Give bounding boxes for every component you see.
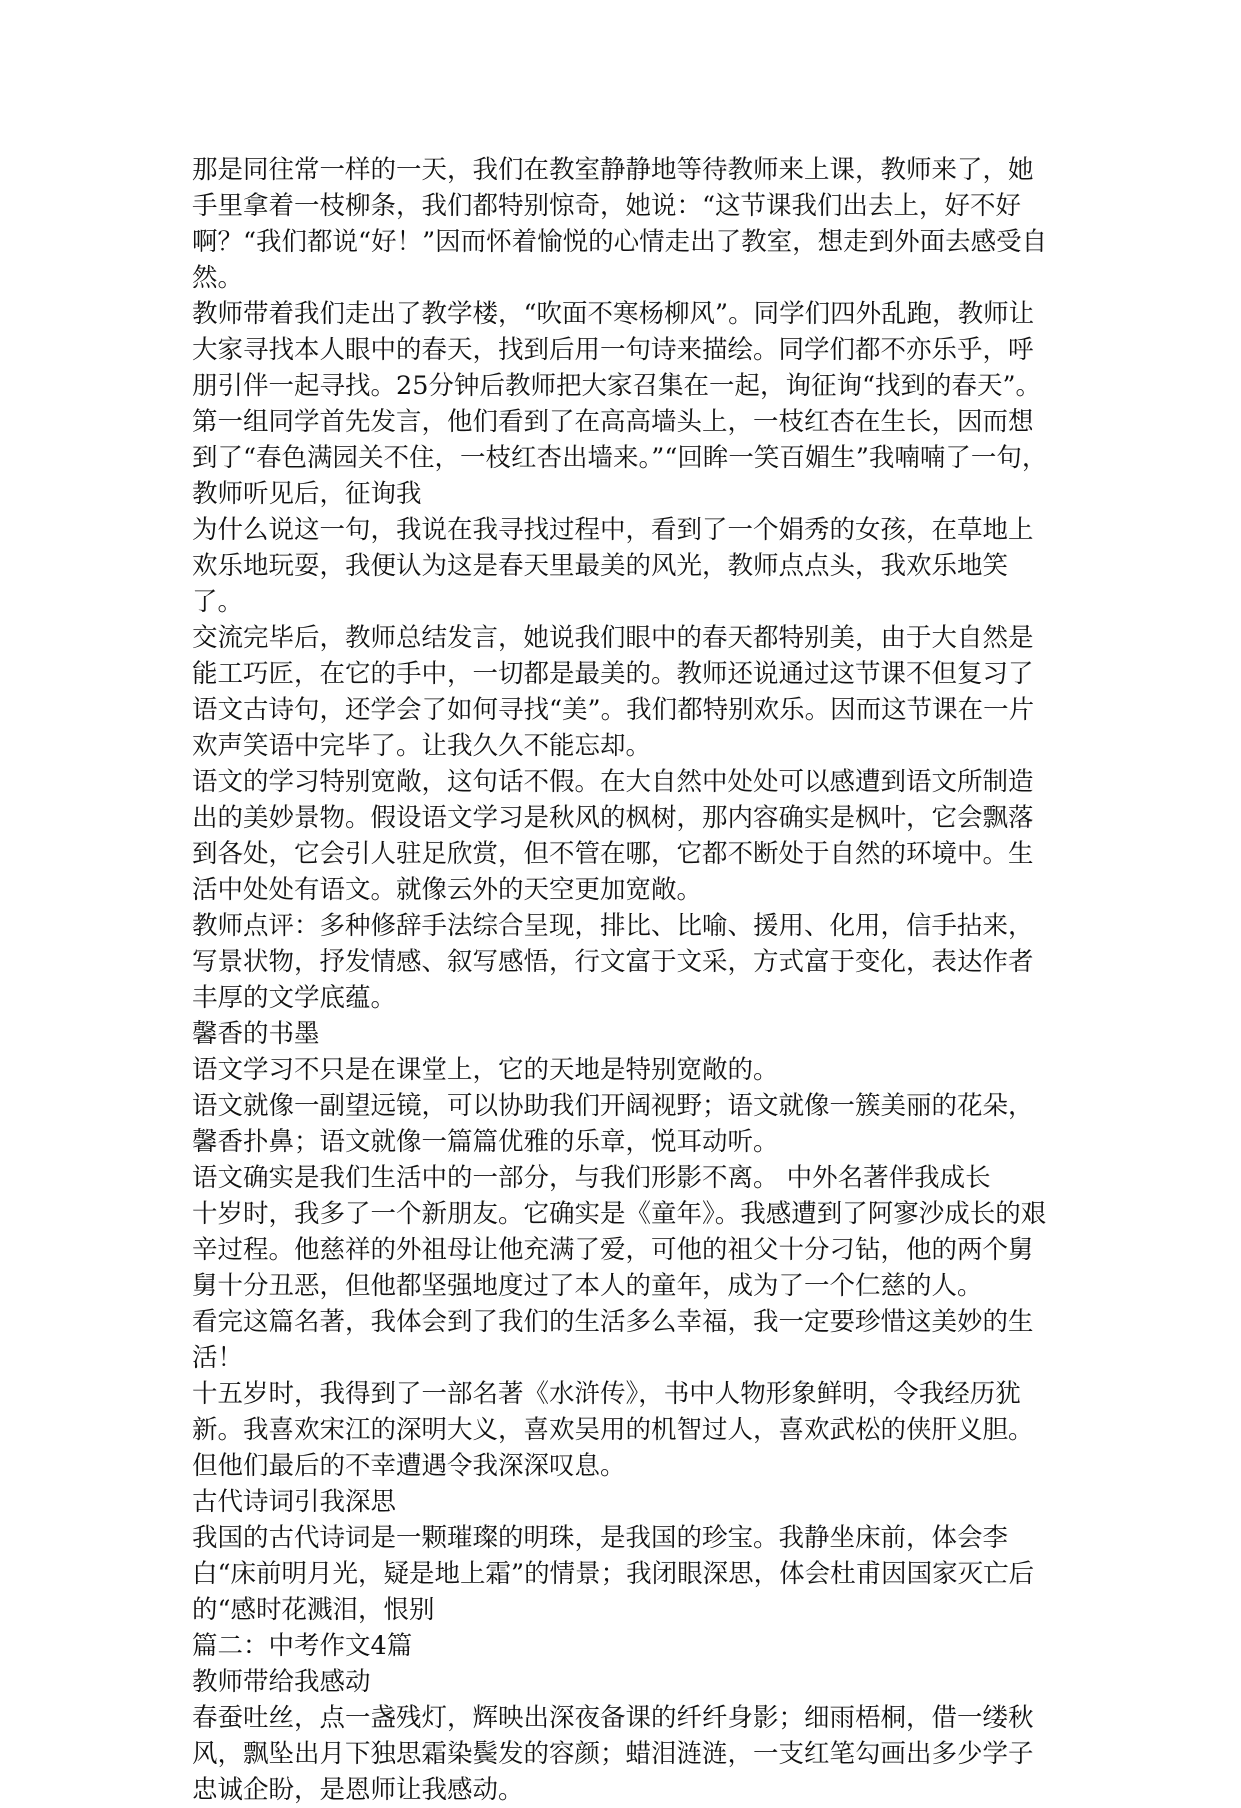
section-heading: 馨香的书墨 xyxy=(192,1019,320,1049)
paragraph: 教师带着我们走出了教学楼，“吹面不寒杨柳风”。同学们四外乱跑，教师让大家寻找本人眼中的春天，找到后用一句诗来描绘。同学们都不亦乐乎，呼朋引伴一起寻找。25分钟后教师把大家召集在一起，询征询“找到的春天”。 xyxy=(192,299,1042,401)
paragraph: 春蚕吐丝，点一盏残灯，辉映出深夜备课的纤纤身影；细雨梧桐，借一缕秋风，飘坠出月下独思霜染鬓发的容颜；蜡泪涟涟，一支红笔勾画出多少学子忠诚企盼，是恩师让我感动。 xyxy=(192,1703,1034,1805)
paragraph: 看完这篇名著，我体会到了我们的生活多么幸福，我一定要珍惜这美妙的生活！ xyxy=(192,1307,1034,1373)
paragraph: 语文学习不只是在课堂上，它的天地是特别宽敞的。 xyxy=(192,1055,779,1085)
paragraph: 十岁时，我多了一个新朋友。它确实是《童年》。我感遭到了阿寥沙成长的艰辛过程。他慈祥的外祖母让他充满了爱，可他的祖父十分刁钻，他的两个舅舅十分丑恶，但他都坚强地度过了本人的童年，成为了一个仁慈的人。 xyxy=(192,1199,1047,1301)
paragraph: 语文就像一副望远镜，可以协助我们开阔视野；语文就像一簇美丽的花朵，馨香扑鼻；语文就像一篇篇优雅的乐章，悦耳动听。 xyxy=(192,1091,1034,1157)
section-heading: 教师带给我感动 xyxy=(192,1667,371,1697)
paragraph: 我国的古代诗词是一颗璀璨的明珠，是我国的珍宝。我静坐床前，体会李白“床前明月光，疑是地上霜”的情景；我闭眼深思，体会杜甫因国家灭亡后的“感时花溅泪，恨别 xyxy=(192,1523,1035,1625)
section-heading: 古代诗词引我深思 xyxy=(192,1487,397,1517)
paragraph: 十五岁时，我得到了一部名著《水浒传》，书中人物形象鲜明，令我经历犹新。我喜欢宋江的深明大义，喜欢吴用的机智过人，喜欢武松的侠肝义胆。但他们最后的不幸遭遇令我深深叹息。 xyxy=(192,1379,1034,1481)
paragraph: 语文确实是我们生活中的一部分，与我们形影不离。 中外名著伴我成长 xyxy=(192,1163,991,1193)
paragraph: 语文的学习特别宽敞，这句话不假。在大自然中处处可以感遭到语文所制造出的美妙景物。假设语文学习是秋风的枫树，那内容确实是枫叶，它会飘落到各处，它会引人驻足欣赏，但不管在哪，它都不断处于自然的环境中。生活中处处有语文。就像云外的天空更加宽敞。 xyxy=(192,767,1034,905)
document-body xyxy=(192,152,1052,1808)
paragraph: 那是同往常一样的一天，我们在教室静静地等待教师来上课，教师来了，她手里拿着一枝柳条，我们都特别惊奇，她说：“这节课我们出去上，好不好啊？“我们都说“好！”因而怀着愉悦的心情走出了教室，想走到外面去感受自然。 xyxy=(192,155,1048,293)
paragraph: 为什么说这一句，我说在我寻找过程中，看到了一个娟秀的女孩，在草地上欢乐地玩耍，我便认为这是春天里最美的风光，教师点点头，我欢乐地笑了。 xyxy=(192,515,1034,617)
paragraph: 交流完毕后，教师总结发言，她说我们眼中的春天都特别美，由于大自然是能工巧匠，在它的手中，一切都是最美的。教师还说通过这节课不但复习了语文古诗句，还学会了如何寻找“美”。我们都特别欢乐。因而这节课在一片欢声笑语中完毕了。让我久久不能忘却。 xyxy=(192,623,1035,761)
paragraph: 第一组同学首先发言，他们看到了在高高墙头上，一枝红杏在生长，因而想到了“春色满园关不住，一枝红杏出墙来。”“回眸一笑百媚生”我喃喃了一句，教师听见后，征询我 xyxy=(192,407,1048,509)
section-heading: 篇二：中考作文4篇 xyxy=(192,1631,413,1661)
paragraph: 教师点评：多种修辞手法综合呈现，排比、比喻、援用、化用，信手拈来，写景状物，抒发情感、叙写感悟，行文富于文采，方式富于变化，表达作者丰厚的文学底蕴。 xyxy=(192,911,1034,1013)
